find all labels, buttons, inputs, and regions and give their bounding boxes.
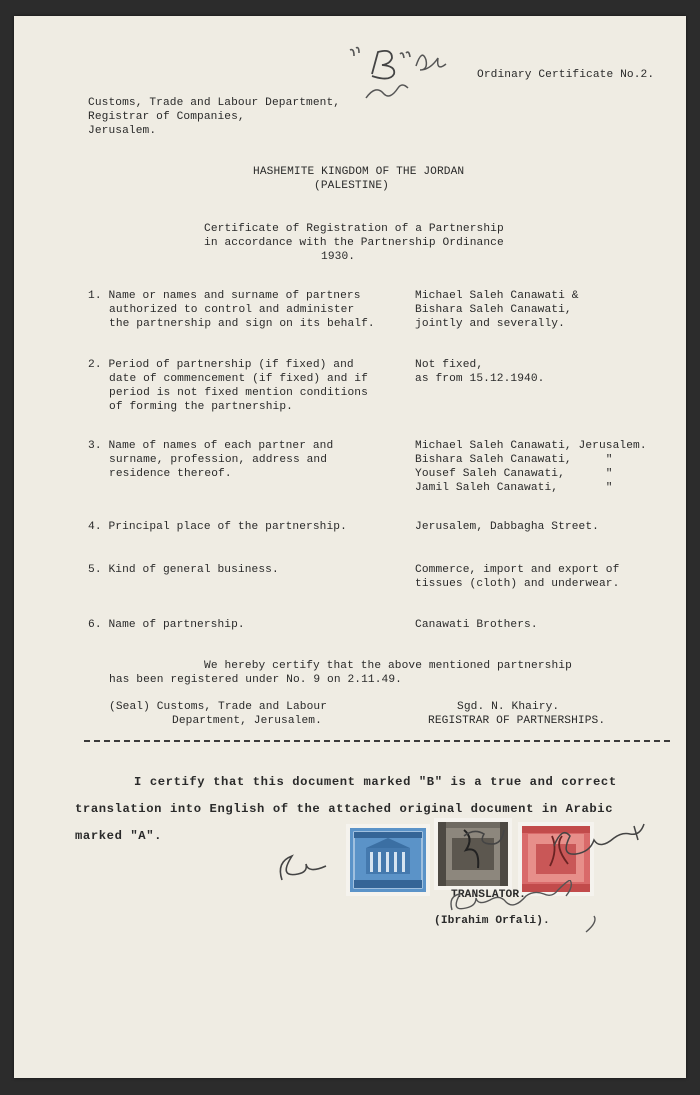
item-1-label-line: authorized to control and administer	[109, 304, 355, 316]
department-line-3: Jerusalem.	[88, 125, 157, 137]
registrar-title: REGISTRAR OF PARTNERSHIPS.	[428, 715, 606, 727]
item-2-value-line: as from 15.12.1940.	[415, 373, 545, 385]
handwritten-mark-b	[344, 42, 454, 114]
item-4-value: Jerusalem, Dabbagha Street.	[415, 521, 599, 533]
item-5-value: Commerce, import and export of	[415, 564, 620, 576]
translation-line-1: I certify that this document marked "B" is a true and correct	[134, 775, 617, 789]
item-3-label: 3. Name of names of each partner and	[88, 440, 334, 452]
registrar-signature: Sgd. N. Khairy.	[457, 701, 560, 713]
item-2-label-line: of forming the partnership.	[109, 401, 293, 413]
item-3-value-line: Jamil Saleh Canawati, "	[415, 482, 613, 494]
item-2-label-line: date of commencement (if fixed) and if	[109, 373, 368, 385]
item-4-label: 4. Principal place of the partnership.	[88, 521, 347, 533]
item-1-label-line: the partnership and sign on its behalf.	[109, 318, 375, 330]
item-2-label-line: period is not fixed mention conditions	[109, 387, 368, 399]
certificate-heading-1: Certificate of Registration of a Partnership	[204, 223, 504, 235]
item-2-value: Not fixed,	[415, 359, 484, 371]
item-1-value-line: jointly and severally.	[415, 318, 565, 330]
item-1-label: 1. Name or names and surname of partners	[88, 290, 361, 302]
item-6-label: 6. Name of partnership.	[88, 619, 245, 631]
item-1-value: Michael Saleh Canawati &	[415, 290, 579, 302]
certification-line-2: has been registered under No. 9 on 2.11.49.	[109, 674, 402, 686]
certification-line-1: We hereby certify that the above mentioned partnership	[204, 660, 572, 672]
seal-line-2: Department, Jerusalem.	[172, 715, 322, 727]
item-3-value-line: Yousef Saleh Canawati, "	[415, 468, 613, 480]
item-2-label: 2. Period of partnership (if fixed) and	[88, 359, 354, 371]
kingdom-title: HASHEMITE KINGDOM OF THE JORDAN	[253, 166, 465, 178]
item-5-value-line: tissues (cloth) and underwear.	[415, 578, 620, 590]
department-line-2: Registrar of Companies,	[88, 111, 245, 123]
translator-handwritten-signature	[444, 880, 614, 936]
certificate-heading-3: 1930.	[321, 251, 356, 263]
translation-line-2: translation into English of the attached original document in Arabic	[75, 802, 614, 816]
document-page	[14, 16, 686, 1078]
translator-name: (Ibrahim Orfali).	[434, 915, 550, 927]
department-line-1: Customs, Trade and Labour Department,	[88, 97, 341, 109]
separator-line	[84, 740, 670, 742]
item-3-value-line: Bishara Saleh Canawati, "	[415, 454, 613, 466]
item-3-label-line: surname, profession, address and	[109, 454, 328, 466]
translation-line-3: marked "A".	[75, 829, 163, 843]
certificate-number: Ordinary Certificate No.2.	[477, 69, 655, 81]
kingdom-subtitle: (PALESTINE)	[314, 180, 389, 192]
certificate-heading-2: in accordance with the Partnership Ordinance	[204, 237, 504, 249]
item-3-label-line: residence thereof.	[109, 468, 232, 480]
item-3-value: Michael Saleh Canawati, Jerusalem.	[415, 440, 647, 452]
item-6-value: Canawati Brothers.	[415, 619, 538, 631]
translator-label: TRANSLATOR.	[451, 889, 526, 901]
item-1-value-line: Bishara Saleh Canawati,	[415, 304, 572, 316]
item-5-label: 5. Kind of general business.	[88, 564, 279, 576]
seal-line-1: (Seal) Customs, Trade and Labour	[109, 701, 328, 713]
